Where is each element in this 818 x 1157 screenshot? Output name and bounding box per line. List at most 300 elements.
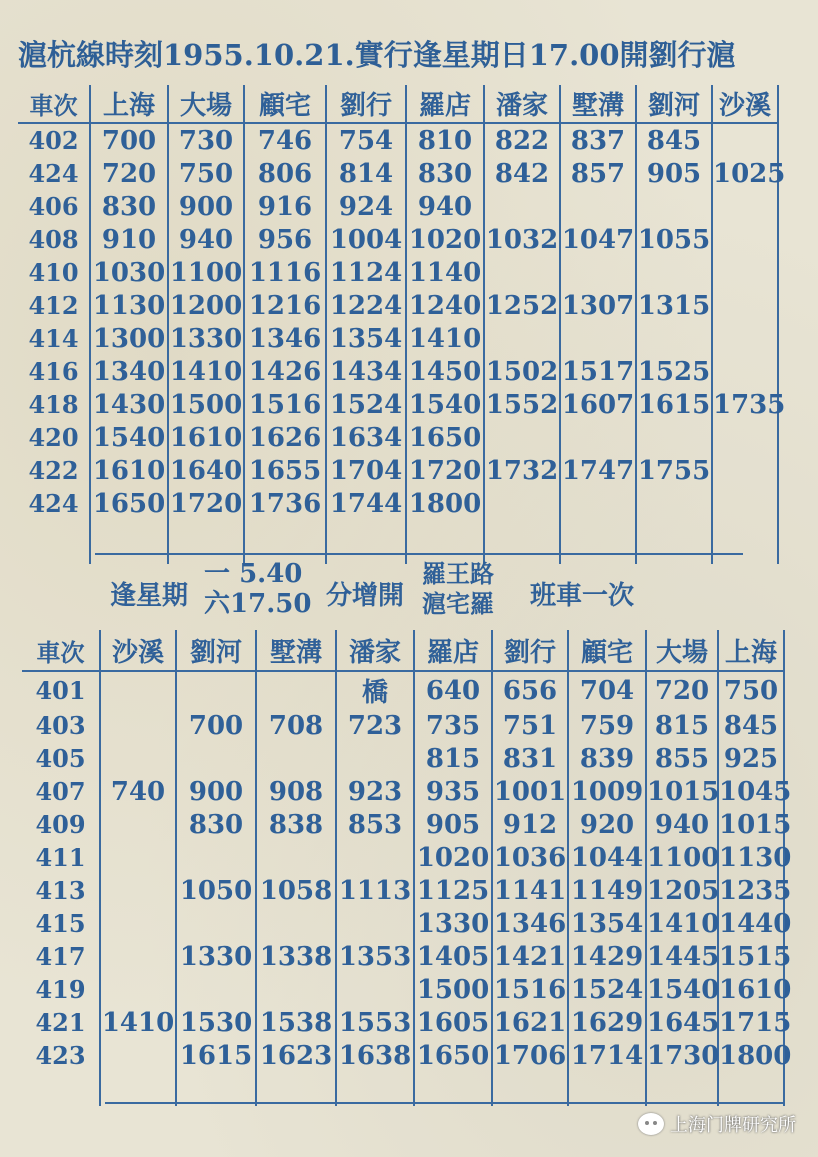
- top-time-cell: 1100: [169, 257, 243, 288]
- bottom-time-cell: 900: [176, 775, 256, 808]
- top-time-cell: 1540: [406, 388, 484, 421]
- top-time-cell: 1020: [406, 223, 484, 256]
- top-time-cell: 700: [90, 123, 168, 157]
- bottom-spacer-cell: [718, 1072, 784, 1106]
- top-time-cell: 1735: [713, 389, 786, 420]
- top-time-cell: 1517: [561, 356, 635, 387]
- bottom-time-cell: [176, 671, 256, 709]
- bottom-time-cell: 1125: [414, 874, 492, 907]
- top-time-cell: [712, 322, 778, 355]
- bottom-train-number: 403: [22, 709, 100, 742]
- top-time-cell: 1140: [406, 256, 484, 289]
- bottom-time-cell: 759: [568, 709, 646, 742]
- top-time-cell: 1004: [326, 223, 406, 256]
- bottom-table-row: [22, 1039, 784, 1072]
- top-time-cell: 1340: [90, 355, 168, 388]
- top-header-row: [18, 85, 778, 123]
- top-table-row: [18, 388, 778, 421]
- top-time-cell: 1516: [244, 388, 326, 421]
- top-header-cell: 墅溝: [560, 85, 636, 123]
- bottom-time-cell: 1410: [101, 1007, 175, 1038]
- top-train-number: 424: [18, 487, 90, 520]
- bottom-time-cell: 1149: [568, 874, 646, 907]
- bottom-time-cell: [336, 742, 414, 775]
- note-text-a: 逢星期: [110, 581, 189, 611]
- bottom-time-cell: 700: [176, 709, 256, 742]
- bottom-table-row: [22, 841, 784, 874]
- top-time-cell: 1240: [406, 289, 484, 322]
- top-train-number: 422: [18, 454, 90, 487]
- top-time-cell: [712, 487, 778, 520]
- top-time-cell: 1055: [637, 224, 711, 255]
- top-time-cell: 1130: [90, 289, 168, 322]
- bottom-body: [22, 671, 792, 1106]
- top-train-number: 408: [18, 223, 90, 256]
- bottom-time-cell: 1421: [493, 941, 567, 972]
- bottom-train-number: 405: [22, 742, 100, 775]
- top-time-cell: 1732: [485, 455, 559, 486]
- bottom-train-number: 401: [22, 671, 100, 709]
- bottom-time-cell: 720: [646, 671, 718, 709]
- top-table-row: [18, 322, 778, 355]
- bottom-time-cell: 815: [646, 709, 718, 742]
- top-time-cell: [636, 322, 712, 355]
- bottom-table-row: [22, 671, 784, 709]
- note-time-2: 17.50: [230, 589, 312, 619]
- note-station-2: 滬宅羅: [422, 589, 494, 618]
- bottom-time-cell: 830: [176, 808, 256, 841]
- bottom-time-cell: [176, 973, 256, 1006]
- top-time-cell: 940: [406, 190, 484, 223]
- top-header-cell: 大場: [168, 85, 244, 123]
- bottom-time-cell: 1540: [647, 974, 720, 1005]
- bottom-header-cell: 車次: [22, 630, 100, 671]
- bottom-time-cell: [100, 742, 176, 775]
- bottom-time-cell: 845: [718, 709, 784, 742]
- top-train-number: 420: [18, 421, 90, 454]
- top-train-number: 418: [18, 388, 90, 421]
- top-time-cell: 1450: [406, 355, 484, 388]
- bottom-header-cell: 顧宅: [568, 630, 646, 671]
- bottom-time-cell: [100, 808, 176, 841]
- bottom-time-cell: [100, 709, 176, 742]
- bottom-time-cell: [256, 973, 336, 1006]
- bottom-spacer-cell: [414, 1072, 492, 1106]
- bottom-time-cell: 704: [568, 671, 646, 709]
- bottom-spacer-cell: [22, 1072, 100, 1106]
- top-spacer-cell: [712, 520, 778, 564]
- bottom-train-number: 421: [22, 1006, 100, 1039]
- top-time-cell: [712, 223, 778, 256]
- bottom-time-cell: 1354: [568, 907, 646, 940]
- top-time-cell: [712, 289, 778, 322]
- bottom-spacer-cell: [176, 1072, 256, 1106]
- top-time-cell: 1025: [713, 158, 786, 189]
- top-time-cell: 1030: [90, 256, 168, 289]
- bottom-time-cell: 1645: [647, 1007, 720, 1038]
- top-body: [18, 123, 786, 564]
- bottom-time-cell: 831: [492, 742, 568, 775]
- bottom-time-cell: 1605: [414, 1006, 492, 1039]
- top-table-row: [18, 157, 778, 190]
- top-time-cell: 1346: [244, 322, 326, 355]
- bottom-time-cell: [100, 671, 176, 709]
- bottom-time-cell: [336, 841, 414, 874]
- wechat-icon: [638, 1113, 664, 1135]
- top-time-cell: 837: [560, 123, 636, 157]
- top-time-cell: 1736: [244, 487, 326, 520]
- bottom-time-cell: 723: [336, 709, 414, 742]
- top-time-cell: 1300: [90, 322, 168, 355]
- bottom-time-cell: [256, 671, 336, 709]
- top-time-cell: 1634: [326, 421, 406, 454]
- top-train-number: 410: [18, 256, 90, 289]
- top-time-cell: [484, 487, 560, 520]
- top-header-cell: 顧宅: [244, 85, 326, 123]
- note-station-1: 羅王路: [422, 559, 494, 588]
- top-time-cell: 720: [90, 157, 168, 190]
- bottom-time-cell: 1553: [336, 1006, 414, 1039]
- top-time-cell: [636, 256, 712, 289]
- top-bottom-rule: [95, 553, 743, 555]
- bottom-time-cell: [100, 907, 176, 940]
- top-time-cell: 810: [406, 123, 484, 157]
- bottom-time-cell: 1015: [647, 776, 720, 807]
- top-time-cell: 857: [560, 157, 636, 190]
- top-time-cell: 1116: [244, 256, 326, 289]
- top-time-cell: [484, 421, 560, 454]
- top-time-cell: [560, 322, 636, 355]
- bottom-train-number: 409: [22, 808, 100, 841]
- bottom-time-cell: 1650: [414, 1039, 492, 1072]
- bottom-time-cell: 908: [256, 775, 336, 808]
- note-stations: [422, 559, 494, 619]
- note-day-2: 六: [204, 589, 231, 619]
- note-text-c: 班車一次: [530, 581, 635, 611]
- top-time-cell: 1330: [169, 323, 243, 354]
- bottom-time-cell: [256, 907, 336, 940]
- bottom-time-cell: 1610: [719, 974, 792, 1005]
- bottom-time-cell: 1538: [256, 1006, 336, 1039]
- bottom-time-cell: 1410: [647, 908, 720, 939]
- bottom-time-cell: [100, 841, 176, 874]
- bottom-time-cell: 656: [492, 671, 568, 709]
- bottom-time-cell: 751: [492, 709, 568, 742]
- bottom-train-number: 417: [22, 940, 100, 973]
- top-time-cell: 924: [326, 190, 406, 223]
- bottom-timetable: [22, 630, 792, 1106]
- top-time-cell: 1615: [637, 389, 711, 420]
- top-table-row: [18, 487, 778, 520]
- bottom-time-cell: [100, 973, 176, 1006]
- note-time-1: 5.40: [239, 559, 303, 589]
- bottom-time-cell: 1338: [256, 940, 336, 973]
- top-time-cell: 1502: [485, 356, 559, 387]
- bottom-time-cell: 1001: [493, 776, 567, 807]
- bottom-time-cell: 1445: [647, 941, 720, 972]
- top-time-cell: 905: [636, 157, 712, 190]
- bottom-time-cell: 1346: [493, 908, 567, 939]
- bottom-time-cell: 1045: [719, 776, 792, 807]
- top-time-cell: 1354: [326, 322, 406, 355]
- bottom-time-cell: 1706: [493, 1040, 567, 1071]
- top-time-cell: 830: [90, 190, 168, 223]
- top-time-cell: 1426: [244, 355, 326, 388]
- bottom-time-cell: 1615: [176, 1039, 256, 1072]
- top-header-cell: 上海: [90, 85, 168, 123]
- bottom-table-row: [22, 742, 784, 775]
- top-train-number: 412: [18, 289, 90, 322]
- top-time-cell: 940: [168, 223, 244, 256]
- top-time-cell: 1200: [169, 290, 243, 321]
- bottom-time-cell: 708: [256, 709, 336, 742]
- bottom-time-cell: 1515: [719, 941, 792, 972]
- bottom-time-cell: [336, 671, 414, 709]
- top-time-cell: 1500: [169, 389, 243, 420]
- bottom-time-cell: 925: [718, 742, 784, 775]
- bottom-header-cell: 墅溝: [256, 630, 336, 671]
- bottom-time-cell: [336, 973, 414, 1006]
- top-spacer-cell: [18, 520, 90, 564]
- bottom-time-cell: 1500: [414, 973, 492, 1006]
- top-time-cell: [484, 190, 560, 223]
- bottom-spacer-cell: [492, 1072, 568, 1106]
- top-time-cell: 1720: [169, 488, 243, 519]
- top-table-row: [18, 454, 778, 487]
- top-time-cell: [712, 190, 778, 223]
- bottom-train-number: 415: [22, 907, 100, 940]
- bottom-time-cell: 1020: [414, 841, 492, 874]
- top-time-cell: [560, 421, 636, 454]
- bottom-train-number: 419: [22, 973, 100, 1006]
- bottom-time-cell: 1044: [568, 841, 646, 874]
- bottom-time-cell: 905: [414, 808, 492, 841]
- top-train-number: 406: [18, 190, 90, 223]
- bottom-header-cell: 上海: [718, 630, 784, 671]
- bottom-table-row: [22, 874, 784, 907]
- bottom-time-cell: 1009: [568, 775, 646, 808]
- bottom-time-cell: 1638: [336, 1039, 414, 1072]
- top-time-cell: 814: [326, 157, 406, 190]
- bottom-table-row: [22, 808, 784, 841]
- top-time-cell: 754: [326, 123, 406, 157]
- top-time-cell: 822: [484, 123, 560, 157]
- bottom-train-number: 411: [22, 841, 100, 874]
- top-time-cell: 1252: [485, 290, 559, 321]
- top-time-cell: 750: [168, 157, 244, 190]
- bottom-table-row: [22, 907, 784, 940]
- note-times: [204, 559, 311, 619]
- top-time-cell: 1524: [326, 388, 406, 421]
- top-time-cell: 1607: [561, 389, 635, 420]
- top-time-cell: 1410: [406, 322, 484, 355]
- bottom-time-cell: [256, 841, 336, 874]
- top-header-cell: 劉行: [326, 85, 406, 123]
- bottom-time-cell: 1330: [176, 940, 256, 973]
- bottom-time-cell: 640: [414, 671, 492, 709]
- bottom-time-cell: 1405: [414, 940, 492, 973]
- bottom-header-cell: 大場: [646, 630, 718, 671]
- bottom-time-cell: 740: [100, 775, 176, 808]
- top-time-cell: 1655: [244, 454, 326, 487]
- top-time-cell: 1430: [90, 388, 168, 421]
- top-time-cell: 1720: [406, 454, 484, 487]
- bottom-time-cell: 1050: [176, 874, 256, 907]
- bottom-table-row: [22, 775, 784, 808]
- top-time-cell: 1224: [326, 289, 406, 322]
- top-table-row: [18, 123, 778, 157]
- top-time-cell: 1216: [244, 289, 326, 322]
- bottom-table-bottom-rule: [105, 1102, 785, 1104]
- top-time-cell: 956: [244, 223, 326, 256]
- bottom-time-cell: 838: [256, 808, 336, 841]
- bottom-spacer-cell: [100, 1072, 176, 1106]
- bottom-time-cell: 935: [414, 775, 492, 808]
- bottom-table-row: [22, 973, 784, 1006]
- top-time-cell: 1626: [244, 421, 326, 454]
- bottom-header-cell: 羅店: [414, 630, 492, 671]
- top-time-cell: [712, 454, 778, 487]
- top-time-cell: 1124: [326, 256, 406, 289]
- bottom-time-cell: 1621: [493, 1007, 567, 1038]
- top-time-cell: 1032: [485, 224, 559, 255]
- top-time-cell: [712, 123, 778, 157]
- top-time-cell: 1650: [406, 421, 484, 454]
- bottom-time-cell: 855: [646, 742, 718, 775]
- top-time-cell: 845: [636, 123, 712, 157]
- top-time-cell: 1755: [637, 455, 711, 486]
- top-header-cell: 沙溪: [712, 85, 778, 123]
- top-time-cell: 1540: [90, 421, 168, 454]
- bottom-time-cell: 735: [414, 709, 492, 742]
- bottom-time-cell: 912: [492, 808, 568, 841]
- bottom-time-cell: 1205: [647, 875, 720, 906]
- bottom-time-cell: 1530: [176, 1006, 256, 1039]
- bottom-header-cell: 劉行: [492, 630, 568, 671]
- top-table-row: [18, 223, 778, 256]
- bottom-spacer-cell: [336, 1072, 414, 1106]
- bottom-time-cell: 1235: [719, 875, 792, 906]
- bottom-table-row: [22, 940, 784, 973]
- page-title: 滬杭線時刻1955.10.21.實行逢星期日17.00開劉行滬: [18, 38, 736, 72]
- top-timetable: [18, 85, 786, 564]
- top-train-number: 402: [18, 123, 90, 157]
- bottom-time-cell: [176, 841, 256, 874]
- bottom-time-cell: 1058: [256, 874, 336, 907]
- bottom-train-number: 423: [22, 1039, 100, 1072]
- top-time-cell: 1747: [561, 455, 635, 486]
- bottom-time-cell: 1629: [568, 1006, 646, 1039]
- bottom-time-cell: 1429: [568, 940, 646, 973]
- bottom-time-cell: 920: [568, 808, 646, 841]
- bottom-time-cell: 1015: [719, 809, 792, 840]
- top-time-cell: 1704: [326, 454, 406, 487]
- bottom-header-cell: 劉河: [176, 630, 256, 671]
- top-time-cell: 1434: [326, 355, 406, 388]
- bottom-time-cell: 1130: [719, 842, 792, 873]
- bottom-table-row: [22, 709, 784, 742]
- top-time-cell: 1650: [90, 487, 168, 520]
- watermark: [638, 1108, 796, 1140]
- bottom-time-cell: 923: [336, 775, 414, 808]
- top-table-row: [18, 421, 778, 454]
- top-time-cell: 806: [244, 157, 326, 190]
- top-table-row: [18, 256, 778, 289]
- bottom-time-cell: 750: [718, 671, 784, 709]
- bottom-time-cell: 1440: [719, 908, 792, 939]
- top-time-cell: 1800: [406, 487, 484, 520]
- bottom-time-cell: 1516: [493, 974, 567, 1005]
- top-time-cell: [560, 487, 636, 520]
- top-time-cell: 916: [244, 190, 326, 223]
- top-time-cell: 1640: [169, 455, 243, 486]
- top-time-cell: 842: [484, 157, 560, 190]
- bottom-time-cell: 1715: [719, 1007, 792, 1038]
- top-time-cell: [712, 256, 778, 289]
- bottom-time-cell: 1113: [336, 874, 414, 907]
- bottom-time-cell: [100, 940, 176, 973]
- bottom-time-cell: 1353: [336, 940, 414, 973]
- top-table-row: [18, 190, 778, 223]
- top-train-number: 416: [18, 355, 90, 388]
- bottom-train-number: 407: [22, 775, 100, 808]
- bottom-time-cell: [336, 907, 414, 940]
- bottom-time-cell: 940: [646, 808, 718, 841]
- bottom-subheader-label: 橋: [361, 678, 388, 708]
- top-time-cell: 830: [406, 157, 484, 190]
- top-train-number: 414: [18, 322, 90, 355]
- top-time-cell: 1307: [561, 290, 635, 321]
- bottom-table-row: [22, 1006, 784, 1039]
- top-time-cell: 910: [90, 223, 168, 256]
- bottom-spacer-row: [22, 1072, 784, 1106]
- top-time-cell: [636, 421, 712, 454]
- top-time-cell: 730: [168, 123, 244, 157]
- top-time-cell: 746: [244, 123, 326, 157]
- top-time-cell: 1744: [326, 487, 406, 520]
- bottom-time-cell: 1100: [647, 842, 720, 873]
- top-time-cell: 1610: [169, 422, 243, 453]
- top-time-cell: 1610: [90, 454, 168, 487]
- bottom-spacer-cell: [568, 1072, 646, 1106]
- top-time-cell: [636, 487, 712, 520]
- top-time-cell: [636, 190, 712, 223]
- top-time-cell: 900: [168, 190, 244, 223]
- bottom-time-cell: 1623: [256, 1039, 336, 1072]
- extra-service-note: [110, 555, 710, 625]
- bottom-time-cell: 1714: [568, 1039, 646, 1072]
- top-time-cell: 1315: [637, 290, 711, 321]
- bottom-time-cell: [256, 742, 336, 775]
- bottom-time-cell: [100, 874, 176, 907]
- top-header-cell: 羅店: [406, 85, 484, 123]
- bottom-time-cell: [176, 742, 256, 775]
- top-time-cell: 1047: [561, 224, 635, 255]
- top-time-cell: [712, 355, 778, 388]
- bottom-time-cell: 1141: [493, 875, 567, 906]
- bottom-time-cell: 1036: [493, 842, 567, 873]
- top-time-cell: [484, 256, 560, 289]
- top-time-cell: 1525: [637, 356, 711, 387]
- top-time-cell: [712, 421, 778, 454]
- bottom-time-cell: 1330: [414, 907, 492, 940]
- bottom-time-cell: 1800: [719, 1040, 792, 1071]
- note-text-b: 分增開: [326, 581, 405, 611]
- top-header-cell: 車次: [18, 85, 90, 123]
- top-header-cell: 潘家: [484, 85, 560, 123]
- top-table-row: [18, 355, 778, 388]
- top-time-cell: [560, 256, 636, 289]
